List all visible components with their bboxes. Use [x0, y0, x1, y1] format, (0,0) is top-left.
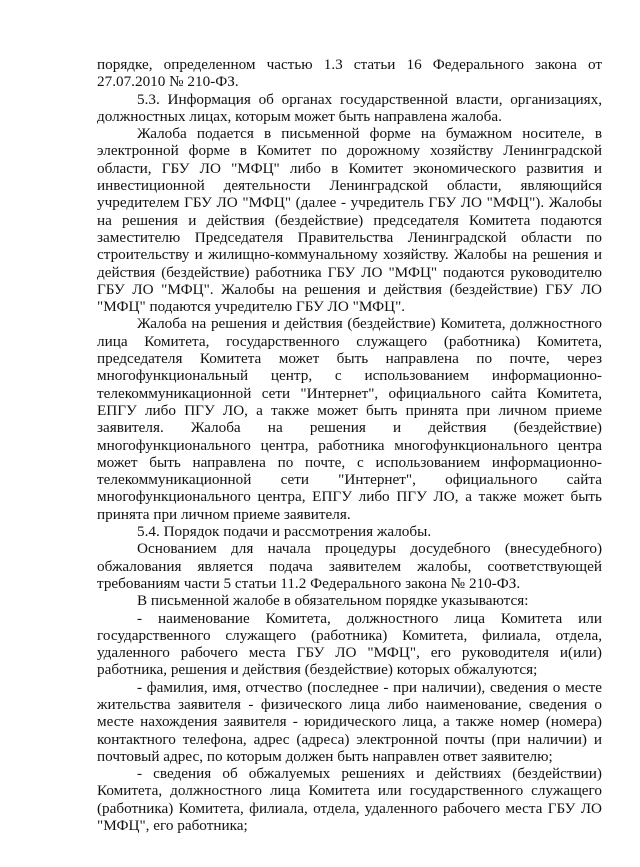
paragraph-section-5-3: 5.3. Информация об органах государственной власти, организациях, должностных лицах, которым может быть направлена жалоба.	[97, 90, 602, 125]
paragraph-section-5-4: 5.4. Порядок подачи и рассмотрения жалобы.	[137, 523, 432, 541]
paragraph-grounds: Основанием для начала процедуры досудебного (внесудебного) обжалования является подача заявителем жалобы, соответствующей требованиям части 5 статьи 11.2 Федерального закона № 210-ФЗ.	[97, 540, 602, 592]
paragraph-complaint-submission: Жалоба подается в письменной форме на бумажном носителе, в электронной форме в Комитет по дорожному хозяйству Ленинградской области, ГБУ ЛО "МФЦ" либо в Комитет экономического развития и инвестиционной деятельности Ленинградской области, являющийся учредителем ГБУ ЛО "МФЦ" (далее - учредитель ГБУ ЛО "МФЦ"). Жалобы на решения и действия (бездействие) председателя Комитета подаются заместителю Председателя Правительства Ленинградской области по строительству и жилищно-коммунальному хозяйству. Жалобы на решения и действия (бездействие) работника ГБУ ЛО "МФЦ" подаются руководителю ГБУ ЛО "МФЦ". Жалобы на решения и действия (бездействие) ГБУ ЛО "МФЦ" подаются учредителю ГБУ ЛО "МФЦ".	[97, 125, 602, 316]
paragraph-continuation: порядке, определенном частью 1.3 статьи 16 Федерального закона от 27.07.2010 № 210-ФЗ.	[97, 56, 602, 91]
list-item-applicant-details: - фамилия, имя, отчество (последнее - при наличии), сведения о месте жительства заявителя - физического лица либо наименование, сведения о месте нахождения заявителя - юридического лица, а также номер (номера) контактного телефона, адрес (адреса) электронной почты (при наличии) и почтовый адрес, по которым должен быть направлен ответ заявителю;	[97, 678, 602, 765]
list-item-name-of-body: - наименование Комитета, должностного лица Комитета или государственного служащего (работника) Комитета, филиала, отдела, удаленного рабочего места ГБУ ЛО "МФЦ", его руководителя и(или) работника, решения и действия (бездействие) которых обжалуются;	[97, 609, 602, 679]
paragraph-complaint-channels: Жалоба на решения и действия (бездействие) Комитета, должностного лица Комитета, государственного служащего (работника) Комитета, председателя Комитета может быть направлена по почте, через многофункциональный центр, с использованием информационно-телекоммуникационной сети "Интернет", официального сайта Комитета, ЕПГУ либо ПГУ ЛО, а также может быть принята при личном приеме заявителя. Жалоба на решения и действия (бездействие) многофункционального центра, работника многофункционального центра может быть направлена по почте, с использованием информационно-телекоммуникационной сети "Интернет", официального сайта многофункционального центра, ЕПГУ либо ПГУ ЛО, а также может быть принята при личном приеме заявителя.	[97, 315, 602, 523]
list-item-appealed-decisions: - сведения об обжалуемых решениях и действиях (бездействии) Комитета, должностного лица Комитета или государственного служащего (работника) Комитета, филиала, отдела, удаленного рабочего места ГБУ ЛО "МФЦ", его работника;	[97, 765, 602, 835]
paragraph-required-items-intro: В письменной жалобе в обязательном порядке указываются:	[137, 592, 529, 610]
